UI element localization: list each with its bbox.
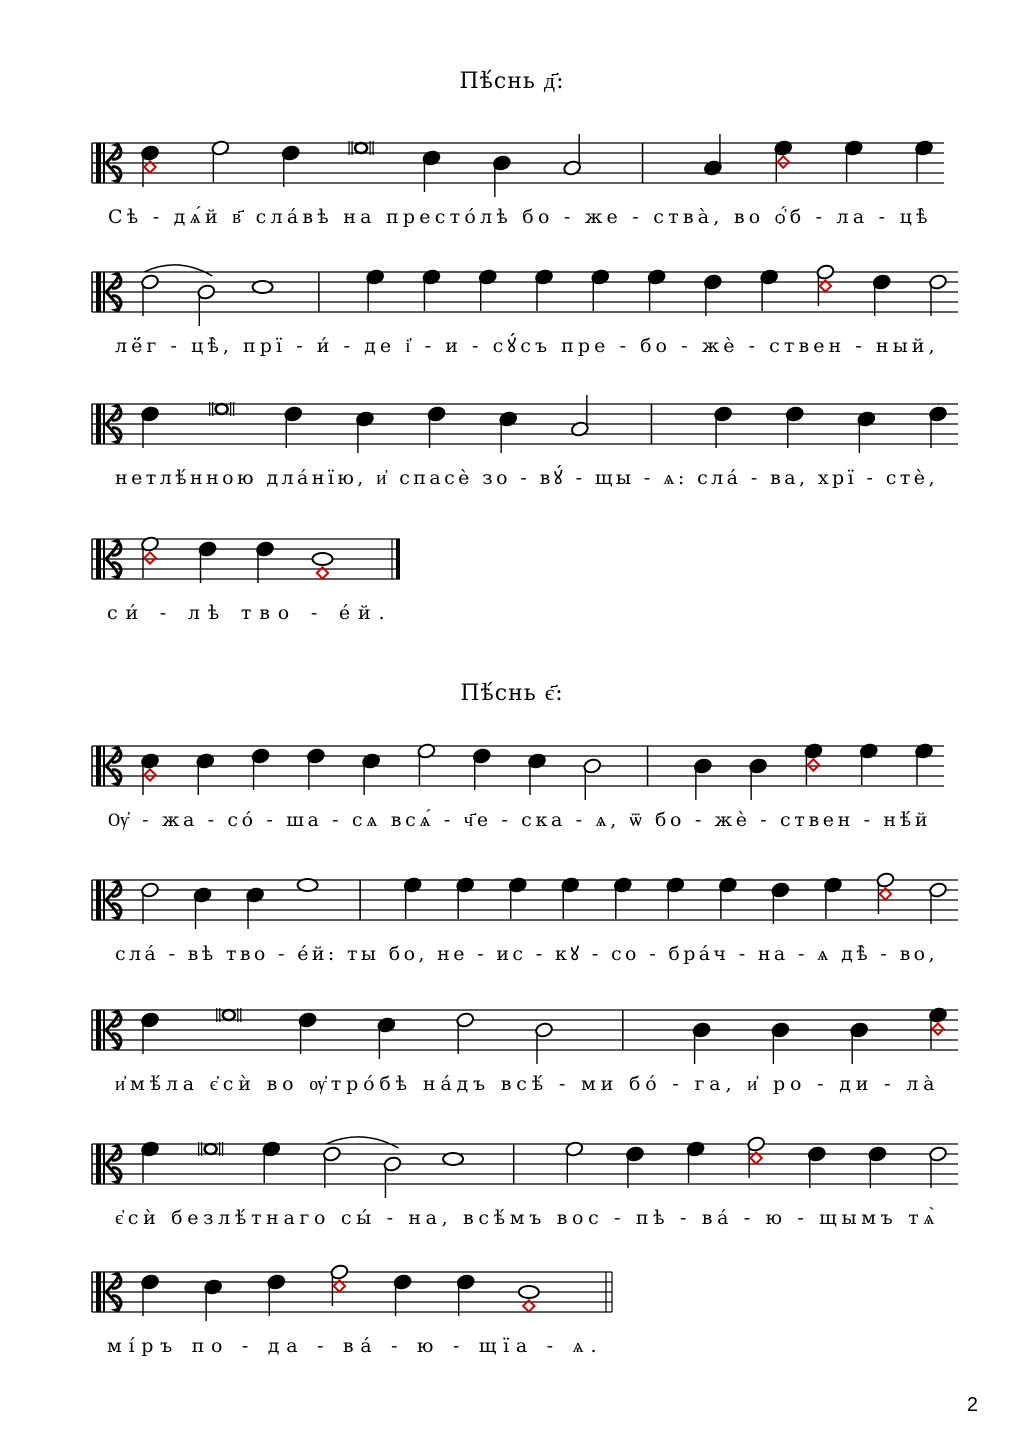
breve-note	[223, 1010, 235, 1020]
lyric-line: лё́г - цѣ̀, прї - и́ - де і҆ - и - сꙋ́съ пре - бо - жѐ - ствен - ный,	[115, 335, 935, 357]
whole-note	[443, 1153, 463, 1165]
red-diamond-marker-icon	[778, 156, 789, 167]
staff-system	[92, 872, 958, 965]
staff-system	[92, 1136, 958, 1229]
slur	[144, 265, 212, 276]
staff-system	[92, 395, 958, 489]
lyric-line: Сѣ - дѧ́й в҃ сла́вѣ на престо́лѣ бо - же - ства̀, во ѻ҆́б - ла - цѣ̀	[108, 206, 928, 228]
staff-system	[92, 1264, 612, 1357]
staff-system	[92, 264, 958, 357]
page-number: 2	[966, 1394, 978, 1416]
breve-note	[216, 404, 228, 414]
red-diamond-marker-icon	[144, 552, 155, 563]
whole-note	[313, 553, 333, 565]
whole-note	[298, 879, 318, 891]
final-barline-thick	[396, 539, 400, 579]
staff-system	[92, 134, 944, 228]
lyric-line: нетлѣ́нною дла́нїю, и҆ спасѐ зо - вꙋ́ - щы - ѧ: сла́ - ва, хрї - стѐ,	[115, 467, 935, 489]
song-title: Пѣ́снь є҃:	[460, 681, 564, 706]
red-diamond-marker-icon	[144, 769, 155, 780]
red-diamond-marker-icon	[932, 1023, 943, 1034]
whole-note	[519, 1286, 539, 1298]
lyric-line: є҆сѝ безлѣ́тнаго сы́ - на, всѣ́мъ вос - пѣ - ва́ - ю - щымъ тѧ̀	[115, 1207, 935, 1229]
staff-system	[92, 1007, 958, 1095]
staff-system	[92, 536, 400, 624]
lyric-line: и҆мѣ́ла є҆сѝ во ѹ҆тро́бѣ на́дъ всѣ́ - ми бо́ - га, и҆ ро - ди - ла̀	[115, 1073, 935, 1095]
lyric-line: си́ - лѣ тво - е́й.	[107, 602, 385, 624]
staff-system	[92, 743, 944, 831]
red-diamond-marker-icon	[808, 759, 819, 770]
song-title: Пѣ́снь д҃:	[459, 69, 565, 94]
whole-note	[253, 281, 273, 293]
breve-note	[205, 1144, 217, 1154]
lyric-line: мі́ръ по - да - ва́ - ю - щїа - ѧ.	[107, 1335, 598, 1357]
slur	[326, 1137, 399, 1148]
breve-note	[355, 143, 367, 153]
lyric-line: сла́ - вѣ тво - е́й: ты бо, не - ис - кꙋ - со - бра́ч - на - ѧ дѣ̀ - во,	[115, 943, 935, 965]
lyric-line: Ѹ҆ - жа - со́ - ша - сѧ всѧ́ - ч҃е - ска - ѧ, ѿ бо - жѐ - ствен - нѣ́й	[108, 809, 928, 831]
